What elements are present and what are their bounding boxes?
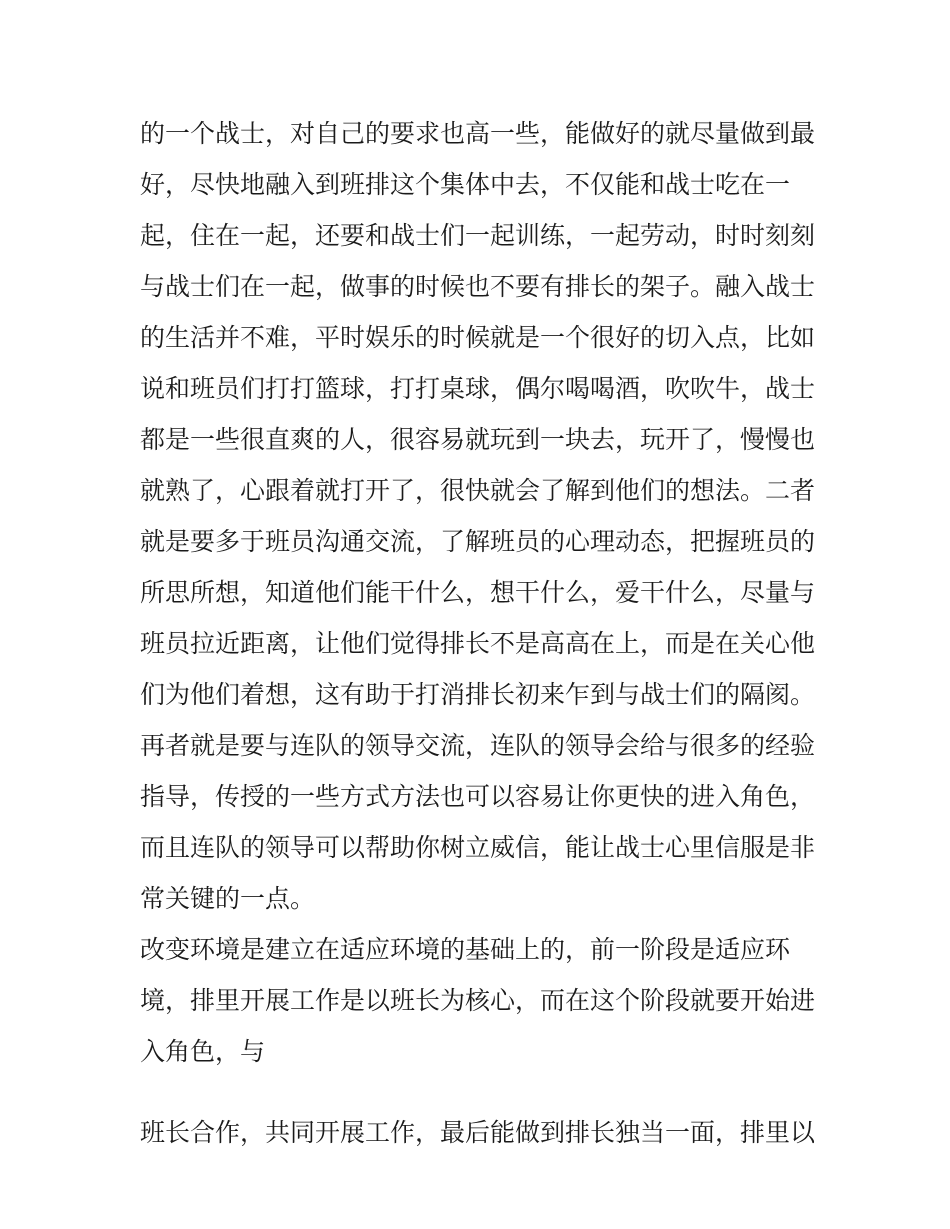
text-line: 们为他们着想，这有助于打消排长初来乍到与战士们的隔阂。 (140, 680, 816, 709)
line-gap (140, 1077, 820, 1107)
text-line: 都是一些很直爽的人，很容易就玩到一块去，玩开了，慢慢也 (140, 425, 816, 454)
text-line: 与战士们在一起，做事的时候也不要有排长的架子。融入战士 (140, 272, 816, 301)
text-line: 所思所想，知道他们能干什么，想干什么，爱干什么，尽量与 (140, 578, 816, 607)
text-line: 就熟了，心跟着就打开了，很快就会了解到他们的想法。二者 (140, 476, 816, 505)
text-line: 境，排里开展工作是以班长为核心，而在这个阶段就要开始进 (140, 986, 816, 1015)
text-line: 班员拉近距离，让他们觉得排长不是高高在上，而是在关心他 (140, 629, 816, 658)
text-line: 入角色，与 (140, 1037, 266, 1066)
text-line: 说和班员们打打篮球，打打桌球，偶尔喝喝酒，吹吹牛，战士 (140, 374, 816, 403)
text-line: 起，住在一起，还要和战士们一起训练，一起劳动，时时刻刻 (140, 221, 816, 250)
text-line: 再者就是要与连队的领导交流，连队的领导会给与很多的经验 (140, 731, 816, 760)
text-line: 指导，传授的一些方式方法也可以容易让你更快的进入角色， (140, 782, 816, 811)
text-line: 的一个战士，对自己的要求也高一些，能做好的就尽量做到最 (140, 119, 816, 148)
text-line: 好，尽快地融入到班排这个集体中去，不仅能和战士吃在一 (140, 170, 791, 199)
text-line: 班长合作，共同开展工作，最后能做到排长独当一面，排里以 (140, 1118, 816, 1147)
text-line: 就是要多于班员沟通交流，了解班员的心理动态，把握班员的 (140, 527, 816, 556)
body-text (140, 108, 820, 1158)
text-line: 的生活并不难，平时娱乐的时候就是一个很好的切入点，比如 (140, 323, 816, 352)
text-line: 改变环境是建立在适应环境的基础上的，前一阶段是适应环 (140, 935, 791, 964)
text-line: 而且连队的领导可以帮助你树立威信，能让战士心里信服是非 (140, 833, 816, 862)
text-line: 常关键的一点。 (140, 884, 316, 913)
